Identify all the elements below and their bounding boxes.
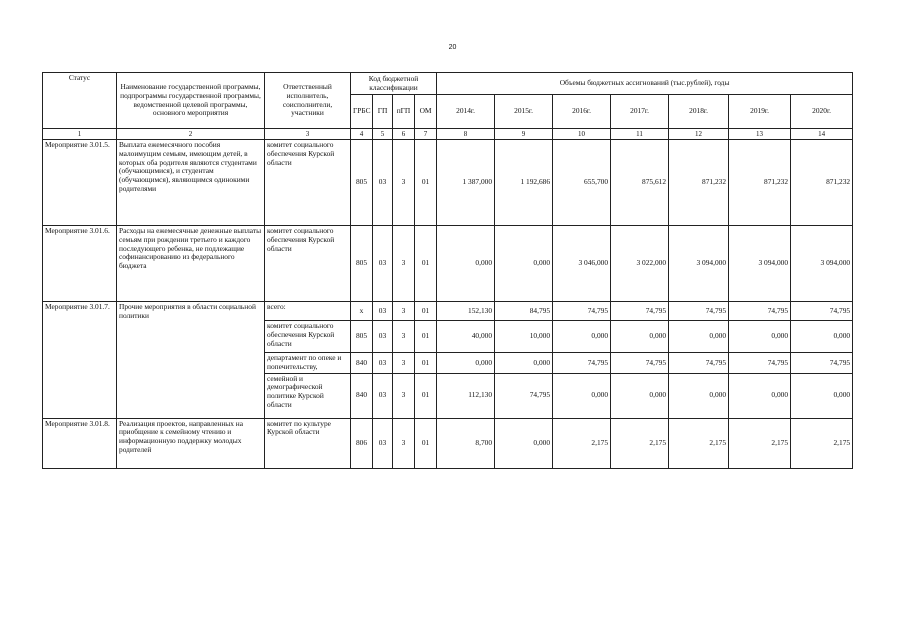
- pgp-cell: 3: [393, 140, 415, 226]
- status-cell: Мероприятие 3.01.5.: [43, 140, 117, 226]
- amount-cell: 0,000: [611, 321, 669, 353]
- program-name-cell: Выплата ежемесячного пособия малоимущим семьям, имеющим детей, в которых оба родителя являются студентами (обучающимися), и студентам (обучающимся), являющимся одинокими родителями: [117, 140, 265, 226]
- executor-cell: комитет социального обеспечения Курской области: [265, 226, 351, 302]
- amount-cell: 0,000: [553, 373, 611, 418]
- grbs-cell: х: [351, 302, 373, 321]
- column-number: 11: [611, 129, 669, 140]
- amount-cell: 0,000: [495, 353, 553, 373]
- grbs-cell: 840: [351, 353, 373, 373]
- amount-cell: 74,795: [669, 353, 729, 373]
- executor-cell: комитет по культуре Курской области: [265, 418, 351, 468]
- header-code-gp: ГП: [373, 95, 393, 129]
- amount-cell: 74,795: [791, 302, 853, 321]
- column-number: 7: [415, 129, 437, 140]
- amount-cell: 2,175: [669, 418, 729, 468]
- header-year: 2014г.: [437, 95, 495, 129]
- table-row: [43, 302, 853, 321]
- amount-cell: 3 046,000: [553, 226, 611, 302]
- amount-cell: 74,795: [669, 302, 729, 321]
- om-cell: 01: [415, 321, 437, 353]
- amount-cell: 2,175: [729, 418, 791, 468]
- amount-cell: 0,000: [437, 226, 495, 302]
- amount-cell: 40,000: [437, 321, 495, 353]
- amount-cell: 74,795: [729, 353, 791, 373]
- gp-cell: 03: [373, 353, 393, 373]
- column-number: 6: [393, 129, 415, 140]
- header-year: 2017г.: [611, 95, 669, 129]
- om-cell: 01: [415, 140, 437, 226]
- executor-cell: семейной и демографической политике Курской области: [265, 373, 351, 418]
- header-budget-code: Код бюджетной классификации: [351, 73, 437, 95]
- amount-cell: 1 387,000: [437, 140, 495, 226]
- header-status: Статус: [43, 73, 117, 129]
- grbs-cell: 806: [351, 418, 373, 468]
- amount-cell: 875,612: [611, 140, 669, 226]
- amount-cell: 74,795: [729, 302, 791, 321]
- column-number: 1: [43, 129, 117, 140]
- gp-cell: 03: [373, 418, 393, 468]
- amount-cell: 0,000: [791, 373, 853, 418]
- amount-cell: 0,000: [553, 321, 611, 353]
- amount-cell: 2,175: [791, 418, 853, 468]
- column-number: 13: [729, 129, 791, 140]
- amount-cell: 3 094,000: [729, 226, 791, 302]
- column-number: 10: [553, 129, 611, 140]
- grbs-cell: 805: [351, 226, 373, 302]
- grbs-cell: 805: [351, 321, 373, 353]
- amount-cell: 0,000: [669, 373, 729, 418]
- column-number: 5: [373, 129, 393, 140]
- amount-cell: 112,130: [437, 373, 495, 418]
- budget-table-body: [43, 140, 853, 468]
- amount-cell: 74,795: [611, 302, 669, 321]
- page-number: 20: [448, 44, 457, 51]
- amount-cell: 0,000: [669, 321, 729, 353]
- header-code-grbs: ГРБС: [351, 95, 373, 129]
- table-row: [43, 418, 853, 468]
- om-cell: 01: [415, 302, 437, 321]
- pgp-cell: 3: [393, 353, 415, 373]
- amount-cell: 2,175: [553, 418, 611, 468]
- executor-cell: комитет социального обеспечения Курской области: [265, 140, 351, 226]
- amount-cell: 871,232: [669, 140, 729, 226]
- gp-cell: 03: [373, 373, 393, 418]
- header-year: 2018г.: [669, 95, 729, 129]
- column-number: 3: [265, 129, 351, 140]
- amount-cell: 8,700: [437, 418, 495, 468]
- header-year: 2016г.: [553, 95, 611, 129]
- om-cell: 01: [415, 353, 437, 373]
- column-number: 4: [351, 129, 373, 140]
- amount-cell: 0,000: [437, 353, 495, 373]
- amount-cell: 10,000: [495, 321, 553, 353]
- header-code-pgp: пГП: [393, 95, 415, 129]
- amount-cell: 74,795: [495, 373, 553, 418]
- amount-cell: 0,000: [495, 226, 553, 302]
- pgp-cell: 3: [393, 321, 415, 353]
- executor-cell: комитет социального обеспечения Курской области: [265, 321, 351, 353]
- amount-cell: 0,000: [611, 373, 669, 418]
- budget-table: [42, 72, 853, 469]
- grbs-cell: 840: [351, 373, 373, 418]
- pgp-cell: 3: [393, 226, 415, 302]
- column-number: 8: [437, 129, 495, 140]
- header-volumes: Объемы бюджетных ассигнований (тыс.рублей), годы: [437, 73, 853, 95]
- amount-cell: 655,700: [553, 140, 611, 226]
- pgp-cell: 3: [393, 373, 415, 418]
- header-executor: Ответственный исполнитель, соисполнители, участники: [265, 73, 351, 129]
- grbs-cell: 805: [351, 140, 373, 226]
- amount-cell: 74,795: [553, 302, 611, 321]
- column-number: 2: [117, 129, 265, 140]
- status-cell: Мероприятие 3.01.8.: [43, 418, 117, 468]
- om-cell: 01: [415, 373, 437, 418]
- table-row: [43, 226, 853, 302]
- header-year: 2015г.: [495, 95, 553, 129]
- executor-cell: всего:: [265, 302, 351, 321]
- column-number: 9: [495, 129, 553, 140]
- program-name-cell: Реализация проектов, направленных на приобщение к семейному чтению и информационную поддержку молодых родителей: [117, 418, 265, 468]
- om-cell: 01: [415, 226, 437, 302]
- amount-cell: 152,130: [437, 302, 495, 321]
- gp-cell: 03: [373, 302, 393, 321]
- amount-cell: 3 094,000: [669, 226, 729, 302]
- program-name-cell: Прочие мероприятия в области социальной политики: [117, 302, 265, 418]
- header-year: 2020г.: [791, 95, 853, 129]
- header-program-name: Наименование государственной программы, подпрограммы государственной программы, ведомственной целевой программы, основного мероприятия: [117, 73, 265, 129]
- amount-cell: 0,000: [729, 321, 791, 353]
- program-name-cell: Расходы на ежемесячные денежные выплаты семьям при рождении третьего и каждого последующего ребенка, не подлежащие софинансированию из федерального бюджета: [117, 226, 265, 302]
- column-number-row: [43, 129, 853, 140]
- header-year: 2019г.: [729, 95, 791, 129]
- column-number: 14: [791, 129, 853, 140]
- header-code-om: ОМ: [415, 95, 437, 129]
- amount-cell: 3 022,000: [611, 226, 669, 302]
- amount-cell: 0,000: [495, 418, 553, 468]
- amount-cell: 3 094,000: [791, 226, 853, 302]
- status-cell: Мероприятие 3.01.6.: [43, 226, 117, 302]
- amount-cell: 84,795: [495, 302, 553, 321]
- executor-cell: департамент по опеке и попечительству,: [265, 353, 351, 373]
- amount-cell: 0,000: [729, 373, 791, 418]
- column-number: 12: [669, 129, 729, 140]
- pgp-cell: 3: [393, 302, 415, 321]
- gp-cell: 03: [373, 321, 393, 353]
- amount-cell: 2,175: [611, 418, 669, 468]
- table-row: [43, 140, 853, 226]
- pgp-cell: 3: [393, 418, 415, 468]
- amount-cell: 0,000: [791, 321, 853, 353]
- status-cell: Мероприятие 3.01.7.: [43, 302, 117, 418]
- gp-cell: 03: [373, 226, 393, 302]
- amount-cell: 871,232: [791, 140, 853, 226]
- amount-cell: 74,795: [791, 353, 853, 373]
- amount-cell: 1 192,686: [495, 140, 553, 226]
- gp-cell: 03: [373, 140, 393, 226]
- amount-cell: 74,795: [611, 353, 669, 373]
- amount-cell: 74,795: [553, 353, 611, 373]
- amount-cell: 871,232: [729, 140, 791, 226]
- om-cell: 01: [415, 418, 437, 468]
